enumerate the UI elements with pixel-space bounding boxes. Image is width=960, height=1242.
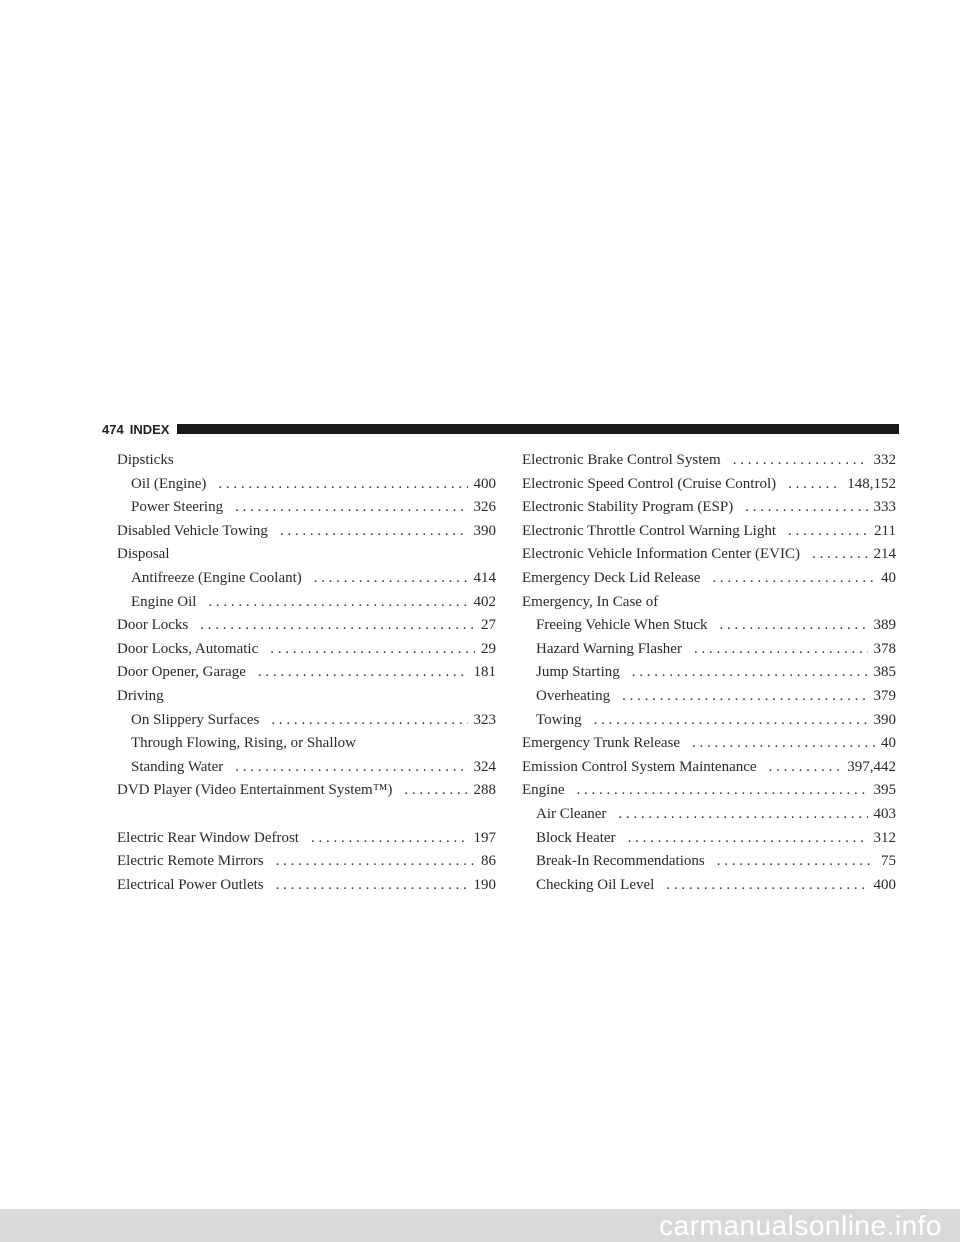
dot-leader <box>404 779 467 803</box>
entry-term: Checking Oil Level <box>536 876 655 893</box>
entry-term: Block Heater <box>536 829 616 846</box>
entry-page-number: 389 <box>873 617 896 634</box>
entry-page-number: 27 <box>481 617 496 634</box>
dot-leader <box>594 709 868 733</box>
index-entry <box>522 496 896 520</box>
dot-leader <box>788 473 841 497</box>
entry-page-number: 40 <box>881 735 896 752</box>
entry-term: Electric Rear Window Defrost <box>117 829 299 846</box>
entry-term: Driving <box>117 687 164 704</box>
index-entry <box>117 543 496 567</box>
index-entry <box>522 473 896 497</box>
index-subentry <box>522 661 896 685</box>
dot-leader <box>632 661 868 685</box>
index-subentry <box>522 638 896 662</box>
entry-term: Door Locks, Automatic <box>117 640 259 657</box>
index-subentry <box>522 614 896 638</box>
page-number: 474 <box>102 421 124 437</box>
entry-term: Electronic Throttle Control Warning Light <box>522 522 777 539</box>
dot-leader <box>692 732 875 756</box>
entry-term: Jump Starting <box>536 664 620 681</box>
header-rule <box>177 424 899 434</box>
index-entry <box>522 567 896 591</box>
index-entry <box>522 543 896 567</box>
entry-page-number: 400 <box>473 475 496 492</box>
dot-leader <box>666 874 867 898</box>
dot-leader <box>720 614 868 638</box>
index-entry <box>117 449 496 473</box>
dot-leader <box>258 661 468 685</box>
entry-term: Engine Oil <box>131 593 197 610</box>
dot-leader <box>200 614 475 638</box>
dot-leader <box>788 520 868 544</box>
entry-term: Electronic Brake Control System <box>522 452 721 468</box>
watermark-band <box>0 1209 960 1242</box>
entry-term: Electronic Vehicle Information Center (EVIC) <box>522 546 800 563</box>
index-column-left <box>117 449 496 897</box>
dot-leader <box>235 756 467 780</box>
entry-page-number: 397,442 <box>847 758 896 775</box>
entry-page-number: 333 <box>873 499 896 516</box>
index-entry <box>117 685 496 709</box>
entry-page-number: 211 <box>874 522 896 539</box>
entry-term: Hazard Warning Flasher <box>536 640 682 657</box>
dot-leader <box>628 827 868 851</box>
dot-leader <box>769 756 842 780</box>
dot-leader <box>311 827 468 851</box>
entry-term: Door Opener, Garage <box>117 664 246 681</box>
entry-term: Break-In Recommendations <box>536 853 705 870</box>
dot-leader <box>270 638 475 662</box>
dot-leader <box>618 803 867 827</box>
dot-leader <box>208 591 467 615</box>
entry-page-number: 395 <box>873 782 896 799</box>
entry-term: Electrical Power Outlets <box>117 876 264 893</box>
entry-term: Door Locks <box>117 617 189 634</box>
entry-term: Emergency Deck Lid Release <box>522 569 701 586</box>
watermark-text: carmanualsonline.info <box>659 1209 942 1241</box>
index-subentry <box>522 850 896 874</box>
entry-page-number: 390 <box>473 522 496 539</box>
entry-term: Freeing Vehicle When Stuck <box>536 617 708 634</box>
entry-term: Power Steering <box>131 499 224 516</box>
dot-leader <box>314 567 468 591</box>
dot-leader <box>271 709 467 733</box>
entry-term: Through Flowing, Rising, or Shallow <box>131 735 357 752</box>
entry-page-number: 214 <box>873 546 896 563</box>
dot-leader <box>712 567 875 591</box>
index-subentry <box>522 874 896 898</box>
index-entry <box>117 874 496 898</box>
dot-leader <box>622 685 867 709</box>
index-subentry <box>522 827 896 851</box>
index-entry <box>117 779 496 803</box>
index-subentry <box>522 709 896 733</box>
index-entry <box>117 827 496 851</box>
index-entry <box>522 591 896 615</box>
dot-leader <box>218 473 467 497</box>
index-entry <box>117 614 496 638</box>
entry-page-number: 326 <box>473 499 496 516</box>
page-header <box>102 420 899 438</box>
index-entry <box>522 756 896 780</box>
index-subentry <box>117 732 496 756</box>
entry-page-number: 190 <box>473 876 496 893</box>
entry-term: Disposal <box>117 546 170 563</box>
index-subentry <box>522 803 896 827</box>
entry-page-number: 40 <box>881 569 896 586</box>
dot-leader <box>733 449 868 473</box>
entry-term: On Slippery Surfaces <box>131 711 260 728</box>
entry-page-number: 379 <box>873 687 896 704</box>
entry-term: Emission Control System Maintenance <box>522 758 757 775</box>
index-entry <box>522 732 896 756</box>
section-title: INDEX <box>129 421 170 437</box>
entry-term: Dipsticks <box>117 452 174 468</box>
entry-term: Electronic Speed Control (Cruise Control) <box>522 475 777 492</box>
entry-page-number: 29 <box>481 640 496 657</box>
entry-page-number: 148,152 <box>847 475 896 492</box>
dot-leader <box>280 520 468 544</box>
dot-leader <box>694 638 868 662</box>
entry-term: Antifreeze (Engine Coolant) <box>131 569 302 586</box>
entry-term: Electronic Stability Program (ESP) <box>522 499 734 516</box>
entry-term: Towing <box>536 711 582 728</box>
entry-term: Disabled Vehicle Towing <box>117 522 268 539</box>
entry-page-number: 403 <box>873 805 896 822</box>
index-entry <box>117 661 496 685</box>
entry-page-number: 323 <box>473 711 496 728</box>
index-entry <box>117 850 496 874</box>
index-entry <box>522 449 896 473</box>
entry-page-number: 390 <box>873 711 896 728</box>
entry-page-number: 75 <box>881 853 896 870</box>
entry-page-number: 288 <box>473 782 496 799</box>
index-spacer <box>117 803 496 827</box>
dot-leader <box>577 779 868 803</box>
index-subentry <box>522 685 896 709</box>
dot-leader <box>235 496 467 520</box>
entry-term: Oil (Engine) <box>131 475 207 492</box>
entry-page-number: 400 <box>873 876 896 893</box>
index-entry <box>117 638 496 662</box>
index-entry <box>522 779 896 803</box>
entry-page-number: 197 <box>473 829 496 846</box>
dot-leader <box>276 874 468 898</box>
dot-leader <box>717 850 875 874</box>
index-subentry <box>117 473 496 497</box>
entry-page-number: 181 <box>473 664 496 681</box>
entry-term: Electric Remote Mirrors <box>117 853 264 870</box>
entry-page-number: 402 <box>473 593 496 610</box>
index-subentry <box>117 709 496 733</box>
entry-page-number: 324 <box>473 758 496 775</box>
index-entry <box>522 520 896 544</box>
index-subentry <box>117 756 496 780</box>
entry-term: Air Cleaner <box>536 805 607 822</box>
dot-leader <box>276 850 475 874</box>
entry-page-number: 378 <box>873 640 896 657</box>
entry-term: Overheating <box>536 687 611 704</box>
entry-term: Emergency Trunk Release <box>522 735 681 752</box>
index-subentry <box>117 496 496 520</box>
index-subentry <box>117 567 496 591</box>
entry-term: Engine <box>522 782 565 799</box>
entry-page-number: 414 <box>473 569 496 586</box>
index-entry <box>117 520 496 544</box>
entry-page-number: 332 <box>873 452 896 468</box>
entry-page-number: 86 <box>481 853 496 870</box>
index-subentry <box>117 591 496 615</box>
entry-page-number: 385 <box>873 664 896 681</box>
entry-term: Emergency, In Case of <box>522 593 659 610</box>
index-column-right <box>522 449 896 897</box>
entry-page-number: 312 <box>873 829 896 846</box>
dot-leader <box>812 543 868 567</box>
entry-term: DVD Player (Video Entertainment System™) <box>117 782 393 799</box>
entry-term: Standing Water <box>131 758 224 775</box>
dot-leader <box>745 496 867 520</box>
